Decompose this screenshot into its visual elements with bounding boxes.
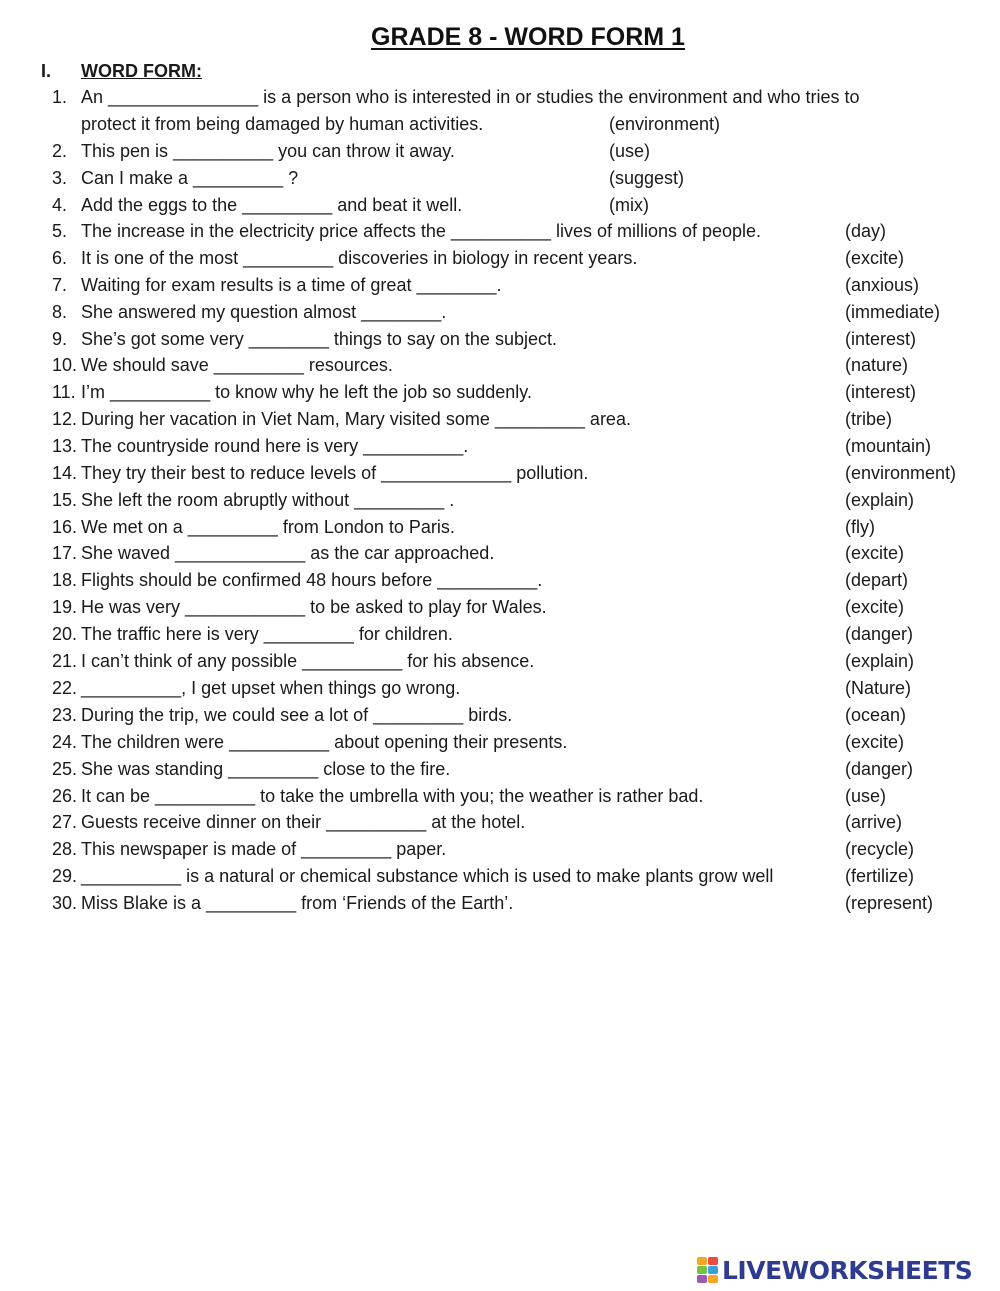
question-hint: (depart) xyxy=(845,570,909,590)
question-text: The traffic here is very _________ for children. xyxy=(81,624,453,644)
question-number: 28. xyxy=(52,839,78,859)
question-hint: (arrive) xyxy=(845,812,902,832)
question-text: Miss Blake is a _________ from ‘Friends of the Earth’. xyxy=(81,893,514,913)
question-number: 4. xyxy=(52,195,68,215)
question-number: 19. xyxy=(52,597,78,617)
question-number: 15. xyxy=(52,490,78,510)
question-number: 26. xyxy=(52,786,78,806)
liveworksheets-logo[interactable] xyxy=(697,1256,972,1284)
question-hint: (interest) xyxy=(845,329,917,349)
question-number: 9. xyxy=(52,329,68,349)
question-number: 13. xyxy=(52,436,78,456)
question-text: She waved _____________ as the car approached. xyxy=(81,543,495,563)
question-text: I’m __________ to know why he left the job so suddenly. xyxy=(81,382,532,402)
question-hint: (nature) xyxy=(845,355,909,375)
question-hint: (day) xyxy=(845,221,887,241)
question-number: 18. xyxy=(52,570,78,590)
question-text: This newspaper is made of _________ paper. xyxy=(81,839,447,859)
question-hint: (interest) xyxy=(845,382,917,402)
question-text: During the trip, we could see a lot of _________ birds. xyxy=(81,705,513,725)
question-hint: (ocean) xyxy=(845,705,907,725)
question-text: __________, I get upset when things go wrong. xyxy=(81,678,461,698)
question-number: 6. xyxy=(52,248,68,268)
question-hint: (mix) xyxy=(609,195,649,215)
question-text: She left the room abruptly without _________ . xyxy=(81,490,455,510)
question-number: 16. xyxy=(52,517,78,537)
question-text: It can be __________ to take the umbrella with you; the weather is rather bad. xyxy=(81,786,704,806)
question-number: 23. xyxy=(52,705,78,725)
question-number: 24. xyxy=(52,732,78,752)
question-text: During her vacation in Viet Nam, Mary visited some _________ area. xyxy=(81,409,631,429)
question-hint: (anxious) xyxy=(845,275,920,295)
question-number: 2. xyxy=(52,141,68,161)
section-number: I. xyxy=(41,61,52,81)
question-hint: (suggest) xyxy=(609,168,685,188)
question-1-hint: (environment) xyxy=(609,114,721,134)
question-number: 11. xyxy=(52,382,76,402)
question-hint: (fertilize) xyxy=(845,866,915,886)
question-number: 30. xyxy=(52,893,78,913)
question-text: Add the eggs to the _________ and beat it well. xyxy=(81,195,463,215)
question-text: We met on a _________ from London to Paris. xyxy=(81,517,455,537)
question-number: 27. xyxy=(52,812,78,832)
question-hint: (excite) xyxy=(845,597,905,617)
question-number: 25. xyxy=(52,759,78,779)
question-hint: (represent) xyxy=(845,893,934,913)
question-text: Guests receive dinner on their __________ at the hotel. xyxy=(81,812,526,832)
question-text: She answered my question almost ________. xyxy=(81,302,447,322)
question-text: I can’t think of any possible __________ for his absence. xyxy=(81,651,535,671)
question-number: 29. xyxy=(52,866,78,886)
question-hint: (tribe) xyxy=(845,409,893,429)
question-hint: (danger) xyxy=(845,759,914,779)
question-hint: (explain) xyxy=(845,490,915,510)
question-number: 20. xyxy=(52,624,78,644)
question-text: The countryside round here is very __________. xyxy=(81,436,469,456)
liveworksheets-logo-icon xyxy=(697,1257,717,1283)
question-hint: (Nature) xyxy=(845,678,912,698)
question-text: They try their best to reduce levels of _____________ pollution. xyxy=(81,463,589,483)
question-number: 17. xyxy=(52,543,78,563)
question-hint: (immediate) xyxy=(845,302,941,322)
question-text: It is one of the most _________ discoveries in biology in recent years. xyxy=(81,248,638,268)
question-number: 21. xyxy=(52,651,78,671)
question-text: Waiting for exam results is a time of great ________. xyxy=(81,275,502,295)
question-number: 3. xyxy=(52,168,68,188)
question-text: The children were __________ about opening their presents. xyxy=(81,732,568,752)
question-number: 7. xyxy=(52,275,68,295)
question-text: The increase in the electricity price affects the __________ lives of millions of people. xyxy=(81,221,762,241)
question-text: We should save _________ resources. xyxy=(81,355,393,375)
question-number: 22. xyxy=(52,678,78,698)
question-hint: (recycle) xyxy=(845,839,915,859)
question-text: He was very ____________ to be asked to play for Wales. xyxy=(81,597,547,617)
question-hint: (environment) xyxy=(845,463,957,483)
question-hint: (danger) xyxy=(845,624,914,644)
question-number: 10. xyxy=(52,355,78,375)
question-hint: (excite) xyxy=(845,732,905,752)
section-label: WORD FORM: xyxy=(81,61,202,81)
question-text: An _______________ is a person who is interested in or studies the environment and who tries to xyxy=(81,87,860,107)
question-text: Can I make a _________ ? xyxy=(81,168,299,188)
question-1-continuation: protect it from being damaged by human activities. xyxy=(81,114,484,134)
section-heading xyxy=(41,61,202,82)
question-number: 12. xyxy=(52,409,78,429)
question-number: 1. xyxy=(52,87,68,107)
question-hint: (use) xyxy=(845,786,887,806)
question-hint: (use) xyxy=(609,141,651,161)
page-title: GRADE 8 - WORD FORM 1 xyxy=(371,23,685,51)
question-text: This pen is __________ you can throw it away. xyxy=(81,141,455,161)
question-hint: (excite) xyxy=(845,248,905,268)
question-text: __________ is a natural or chemical substance which is used to make plants grow well xyxy=(81,866,774,886)
question-hint: (excite) xyxy=(845,543,905,563)
question-hint: (mountain) xyxy=(845,436,932,456)
question-number: 14. xyxy=(52,463,78,483)
question-text: She’s got some very ________ things to say on the subject. xyxy=(81,329,557,349)
question-number: 8. xyxy=(52,302,68,322)
question-text: She was standing _________ close to the fire. xyxy=(81,759,451,779)
logo-text: LIVEWORKSHEETS xyxy=(722,1255,973,1285)
question-hint: (explain) xyxy=(845,651,915,671)
question-hint: (fly) xyxy=(845,517,875,537)
question-number: 5. xyxy=(52,221,68,241)
question-text: Flights should be confirmed 48 hours before __________. xyxy=(81,570,543,590)
